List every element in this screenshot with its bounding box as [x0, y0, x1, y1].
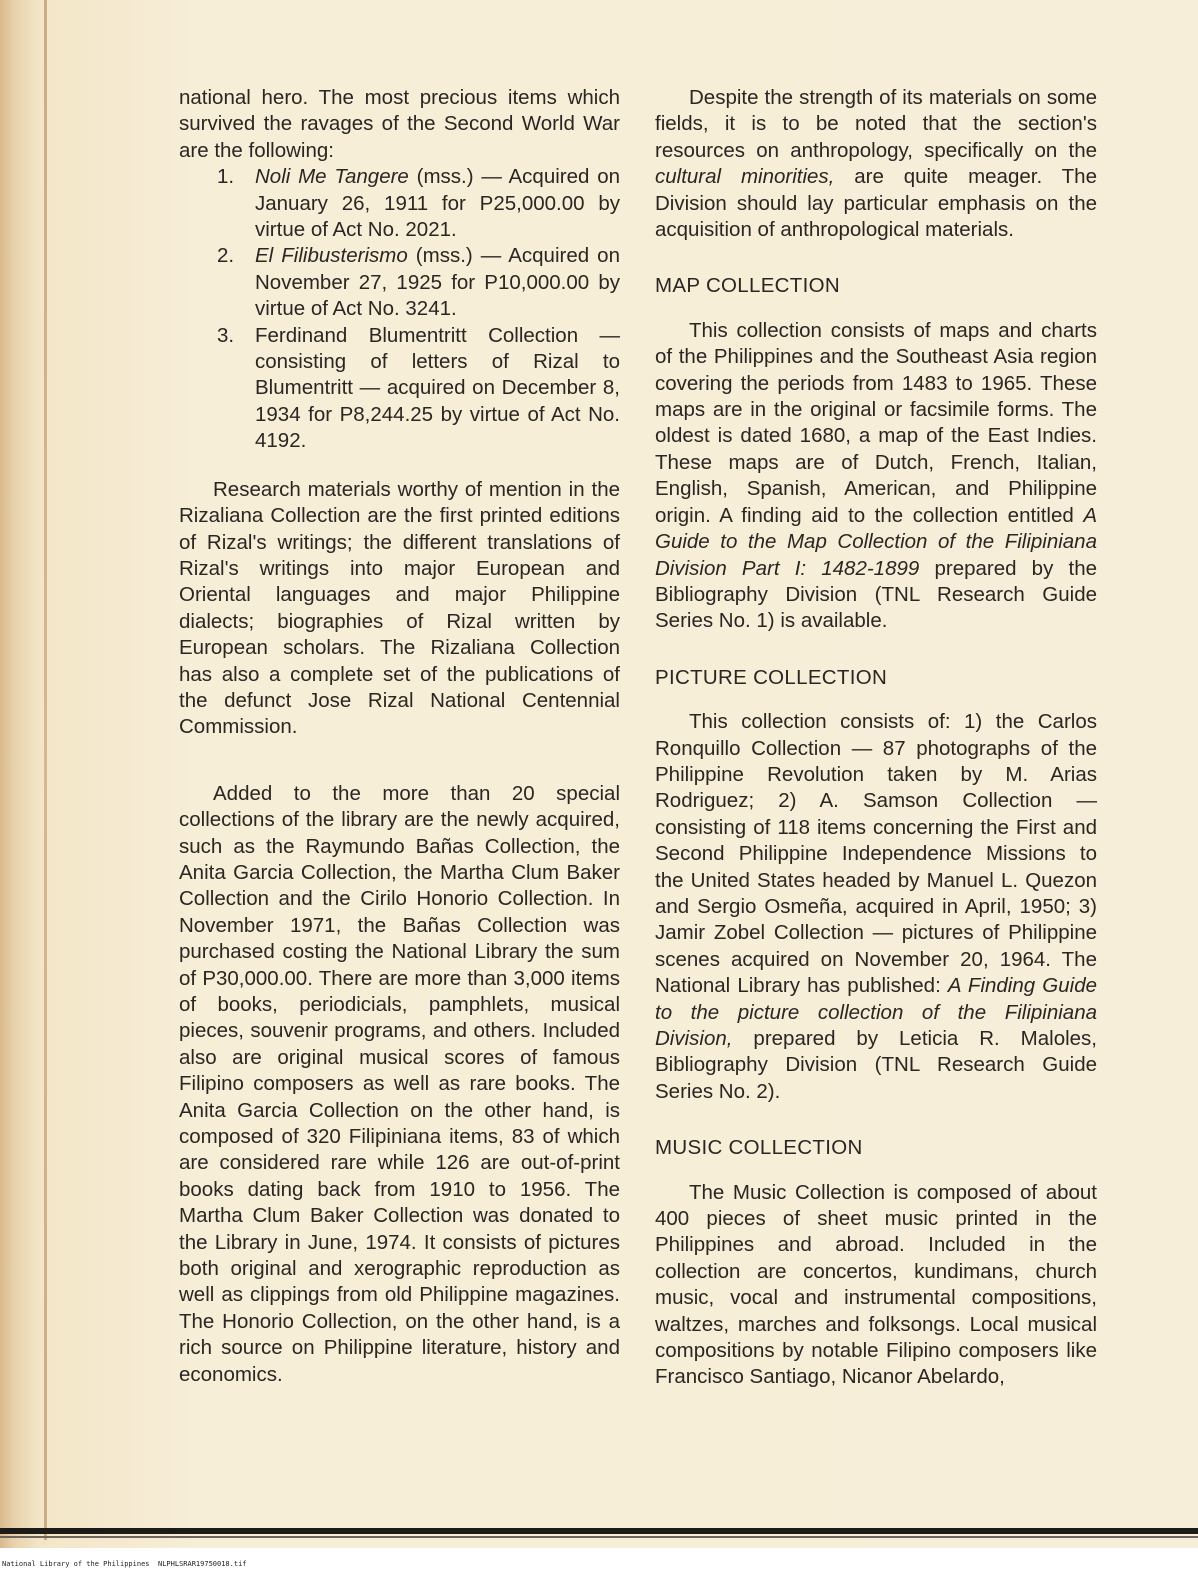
picture-collection-heading: PICTURE COLLECTION [655, 665, 888, 689]
scan-bottom-edge [0, 1528, 1198, 1534]
right-column [655, 85, 1097, 1391]
special-collections-paragraph: Added to the more than 20 special collections of the library are the newly acquired, such as the Raymundo Bañas Collection, the Anita Garcia Collection, the Martha Clum Baker Collection and the Cirilo Honorio Collection. In November 1971, the Bañas Collection was purchased costing the National Library the sum of P30,000.00. There are more than 3,000 items of books, periodicials, pamphlets, musical pieces, souvenir programs, and others. Included also are original musical scores of famous Filipino composers as well as rare books. The Anita Garcia Collection on the other hand, is composed of 320 Filipiniana items, 83 of which are considered rare while 126 are out-of-print books dating back from 1910 to 1956. The Martha Clum Baker Collection was donated to the Library in June, 1974. It consists of pictures both original and xerographic reproduction as well as clippings from old Philippine magazines. The Honorio Collection, on the other hand, is a rich source on Philippine literature, history and economics. [179, 781, 620, 1386]
footer-filename: NLPHLSRAR19750018.tif [158, 1560, 247, 1568]
music-collection-heading: MUSIC COLLECTION [655, 1136, 863, 1160]
list-item: 3. Ferdinand Blumentritt Collection — consisting of letters of Rizal to Blumentritt — acquired on December 8, 1934 for P8,244.25 by virtue of Act No. 4192. [217, 323, 620, 453]
rizaliana-paragraph: Research materials worthy of mention in the Rizaliana Collection are the first printed editions of Rizal's writings; the different translations of Rizal's writings into major European and Oriental languages and major Philippine dialects; biographies of Rizal written by European scholars. The Rizaliana Collection has also a complete set of the publications of the defunct Jose Rizal National Centennial Commission. [179, 477, 620, 739]
anthropology-paragraph: Despite the strength of its materials on some fields, it is to be noted that the section's resources on anthropology, specifically on the cultural minorities, are quite meager. The Division should lay particular emphasis on the acquisition of anthropological materials. [655, 86, 1097, 242]
music-collection-paragraph: The Music Collection is composed of about 400 pieces of sheet music printed in the Philippines and abroad. Included in the collection are concertos, kundimans, church music, vocal and instrumental compositions, waltzes, marches and folksongs. Local musical compositions by notable Filipino composers like Francisco Santiago, Nicanor Abelardo, [655, 1180, 1097, 1389]
list-item: 1. Noli Me Tangere (mss.) — Acquired on January 26, 1911 for P25,000.00 by virtue of Act No. 2021. [217, 165, 620, 242]
scan-bottom-shadow [0, 1536, 1198, 1538]
left-column [179, 85, 620, 1388]
acquisition-list [179, 164, 620, 454]
page-binding-edge [44, 0, 47, 1540]
item-title: Noli Me Tangere [255, 165, 409, 189]
list-item: 2. El Filibusterismo (mss.) — Acquired on November 27, 1925 for P10,000.00 by virtue of Act No. 3241. [217, 244, 620, 321]
picture-collection-paragraph: This collection consists of: 1) the Carlos Ronquillo Collection — 87 photographs of the Philippine Revolution taken by M. Arias Rodriguez; 2) A. Samson Collection — consisting of 118 items concerning the First and Second Philippine Independence Missions to the United States headed by Manuel L. Quezon and Sergio Osmeña, acquired in April, 1950; 3) Jamir Zobel Collection — pictures of Philippine scenes acquired on November 20, 1964. The National Library has published: A Finding Guide to the picture collection of the Filipiniana Division, prepared by Leticia R. Maloles, Bibliography Division (TNL Research Guide Series No. 2). [655, 710, 1097, 1103]
intro-paragraph: national hero. The most precious items which survived the ravages of the Second World War are the following: [179, 86, 620, 162]
map-collection-heading: MAP COLLECTION [655, 274, 840, 298]
item-title: El Filibusterismo [255, 244, 408, 268]
footer-source: National Library of the Philippines [2, 1560, 150, 1568]
map-collection-paragraph: This collection consists of maps and charts of the Philippines and the Southeast Asia region covering the periods from 1483 to 1965. These maps are in the original or facsimile forms. The oldest is dated 1680, a map of the East Indies. These maps are of Dutch, French, Italian, English, Spanish, American, and Philippine origin. A finding aid to the collection entitled A Guide to the Map Collection of the Filipiniana Division Part I: 1482-1899 prepared by the Bibliography Division (TNL Research Guide Series No. 1) is available. [655, 318, 1097, 633]
